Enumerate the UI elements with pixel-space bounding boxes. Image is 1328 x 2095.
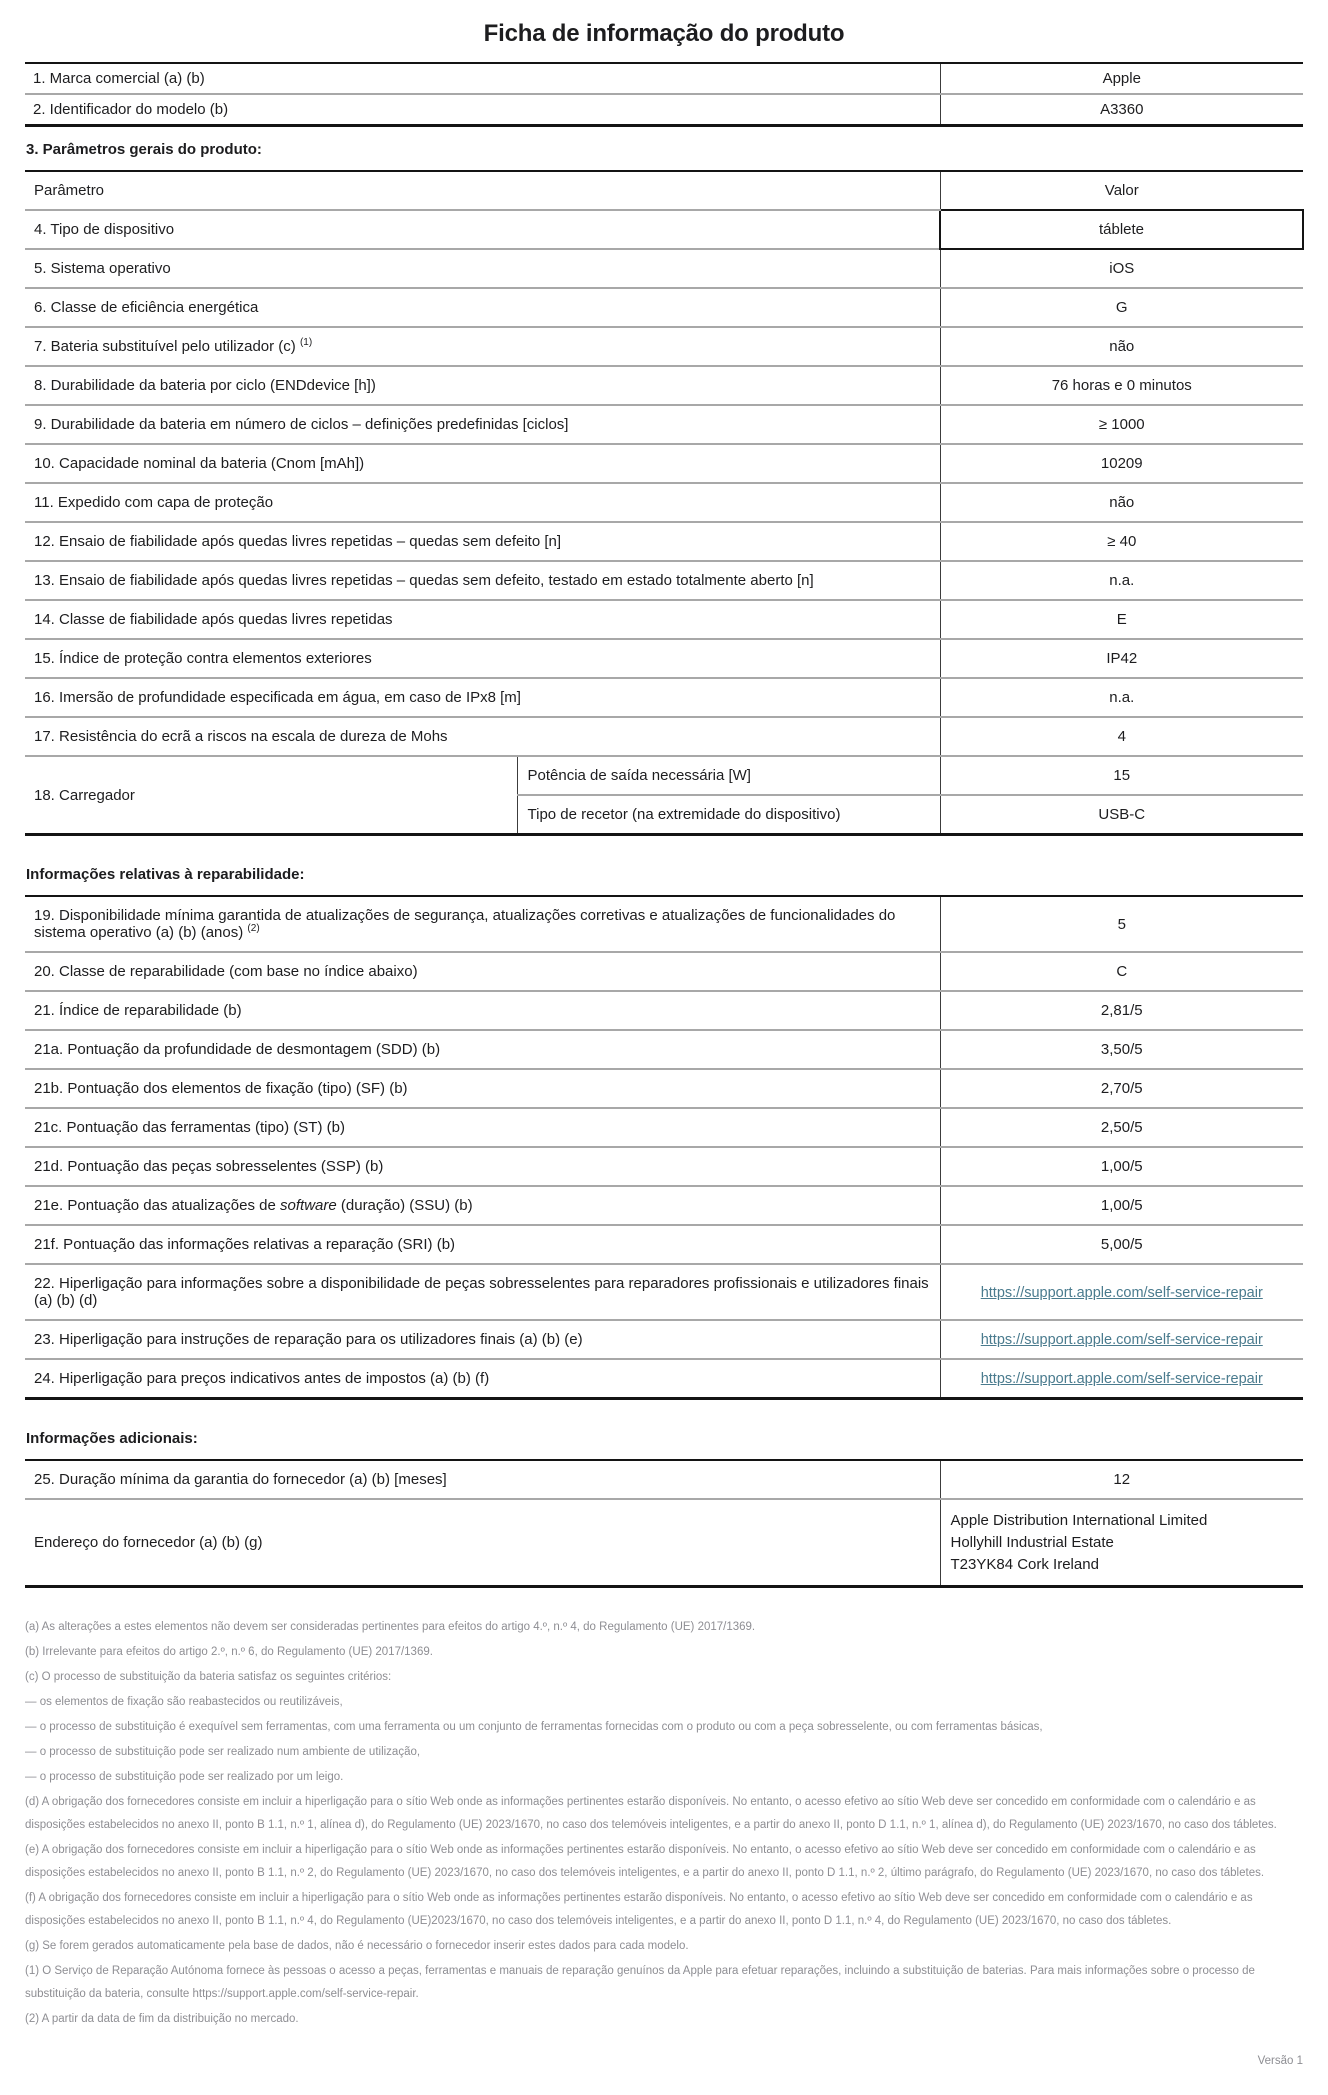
footnote: (2) A partir da data de fim da distribuição no mercado. xyxy=(25,2013,299,2026)
param-value: 76 horas e 0 minutos xyxy=(940,366,1303,405)
param-label xyxy=(25,1186,940,1225)
footnote: — o processo de substituição é exequível sem ferramentas, com uma ferramenta ou um conjunto de ferramentas fornecidas com o produto ou com a peça sobresselente, ou com ferramentas básicas, xyxy=(25,1721,1043,1734)
param-value: E xyxy=(940,600,1303,639)
table-row xyxy=(25,1499,1303,1587)
param-value: não xyxy=(940,483,1303,522)
footnote: (b) Irrelevante para efeitos do artigo 2.º, n.º 6, do Regulamento (UE) 2017/1369. xyxy=(25,1646,433,1659)
param-value: Apple xyxy=(940,63,1303,94)
param-label: 21. Índice de reparabilidade (b) xyxy=(25,991,940,1030)
table-row xyxy=(25,952,1303,991)
address-line: Hollyhill Industrial Estate xyxy=(950,1533,1114,1551)
param-label-text: (duração) (SSU) (b) xyxy=(336,1197,473,1214)
param-label-text: 21e. Pontuação das atualizações de xyxy=(34,1197,281,1214)
footnote: (e) A obrigação dos fornecedores consiste em incluir a hiperligação para o sítio Web onde as informações pertinentes estarão disponíveis. No entanto, o acesso efetivo ao sítio Web deve ser concedido em conformidade com o calendário e as disposições estabelecidos no anexo II, ponto B 1.1, n.º 2, do Regulamento (UE) 2023/1670, no caso dos telemóveis inteligentes, e a partir do anexo II, ponto D 1.1, n.º 2, último parágrafo, do Regulamento (UE) 2023/1670, no caso dos tábletes. xyxy=(25,1844,1265,1880)
param-label xyxy=(25,896,940,952)
footnote: (g) Se forem gerados automaticamente pela base de dados, não é necessário o fornecedor inserir estes dados para cada modelo. xyxy=(25,1940,689,1953)
table-row xyxy=(25,678,1303,717)
general-parameters-table xyxy=(25,170,1304,836)
param-value: n.a. xyxy=(940,678,1303,717)
table-row xyxy=(25,1030,1303,1069)
param-label: 10. Capacidade nominal da bateria (Cnom [mAh]) xyxy=(25,444,940,483)
column-header-value: Valor xyxy=(940,171,1303,210)
param-label: 12. Ensaio de fiabilidade após quedas livres repetidas – quedas sem defeito [n] xyxy=(25,522,940,561)
supplier-address xyxy=(940,1499,1303,1587)
param-value: 2,81/5 xyxy=(940,991,1303,1030)
table-row xyxy=(25,522,1303,561)
table-row xyxy=(25,1069,1303,1108)
param-value: G xyxy=(940,288,1303,327)
param-label: 11. Expedido com capa de proteção xyxy=(25,483,940,522)
table-row xyxy=(25,1147,1303,1186)
id-table xyxy=(25,62,1303,127)
param-value: 2,50/5 xyxy=(940,1108,1303,1147)
param-label xyxy=(25,327,940,366)
param-value: iOS xyxy=(940,249,1303,288)
param-value: n.a. xyxy=(940,561,1303,600)
footnotes xyxy=(25,1616,1303,2031)
table-row xyxy=(25,405,1303,444)
table-row xyxy=(25,366,1303,405)
charger-sub-value: 15 xyxy=(940,756,1303,795)
param-label: 6. Classe de eficiência energética xyxy=(25,288,940,327)
table-row xyxy=(25,717,1303,756)
param-value: A3360 xyxy=(940,94,1303,126)
param-value: 10209 xyxy=(940,444,1303,483)
table-row xyxy=(25,1359,1303,1399)
param-value xyxy=(940,1359,1303,1399)
highlighted-value-cell: táblete xyxy=(940,210,1303,249)
footnote: — o processo de substituição pode ser realizado num ambiente de utilização, xyxy=(25,1746,421,1759)
param-value: 12 xyxy=(940,1460,1303,1499)
param-label: 4. Tipo de dispositivo xyxy=(25,210,940,249)
table-row xyxy=(25,1264,1303,1320)
param-label: 14. Classe de fiabilidade após quedas livres repetidas xyxy=(25,600,940,639)
charger-sub-label: Tipo de recetor (na extremidade do dispositivo) xyxy=(517,795,940,835)
additional-info-table xyxy=(25,1459,1303,1588)
section-heading-additional: Informações adicionais: xyxy=(26,1430,198,1447)
support-link[interactable]: https://support.apple.com/self-service-repair xyxy=(980,1332,1263,1348)
table-row xyxy=(25,483,1303,522)
table-row xyxy=(25,1320,1303,1359)
param-label: 17. Resistência do ecrã a riscos na escala de dureza de Mohs xyxy=(25,717,940,756)
table-row xyxy=(25,1225,1303,1264)
table-row xyxy=(25,327,1303,366)
address-line: Apple Distribution International Limited xyxy=(950,1512,1208,1529)
param-label: Endereço do fornecedor (a) (b) (g) xyxy=(25,1499,940,1587)
address-line: T23YK84 Cork Ireland xyxy=(950,1555,1099,1573)
param-label: 23. Hiperligação para instruções de reparação para os utilizadores finais (a) (b) (e) xyxy=(25,1320,940,1359)
param-label: 8. Durabilidade da bateria por ciclo (ENDdevice [h]) xyxy=(25,366,940,405)
param-value: 5,00/5 xyxy=(940,1225,1303,1264)
param-label: 2. Identificador do modelo (b) xyxy=(25,94,940,126)
table-row xyxy=(25,94,1303,126)
param-label-text: 19. Disponibilidade mínima garantida de atualizações de segurança, atualizações corretivas e atualizações de funcionalidades do sistema operativo (a) (b) (anos) xyxy=(34,907,896,941)
param-label: 21f. Pontuação das informações relativas a reparação (SRI) (b) xyxy=(25,1225,940,1264)
param-value: 4 xyxy=(940,717,1303,756)
support-link[interactable]: https://support.apple.com/self-service-repair xyxy=(980,1371,1263,1387)
section-heading-repairability: Informações relativas à reparabilidade: xyxy=(26,866,305,883)
param-value: 1,00/5 xyxy=(940,1147,1303,1186)
param-label: 5. Sistema operativo xyxy=(25,249,940,288)
table-row xyxy=(25,561,1303,600)
repairability-table xyxy=(25,895,1303,1400)
param-label: 9. Durabilidade da bateria em número de ciclos – definições predefinidas [ciclos] xyxy=(25,405,940,444)
param-value: 2,70/5 xyxy=(940,1069,1303,1108)
param-value: ≥ 40 xyxy=(940,522,1303,561)
table-row xyxy=(25,1186,1303,1225)
footnote: (f) A obrigação dos fornecedores consiste em incluir a hiperligação para o sítio Web onde as informações pertinentes estarão disponíveis. No entanto, o acesso efetivo ao sítio Web deve ser concedido em conformidade com o calendário e as disposições estabelecidos no anexo II, ponto B 1.1, n.º 4, do Regulamento (UE)2023/1670, no caso dos telemóveis inteligentes, e a partir do anexo II, ponto D 1.1, n.º 4, do Regulamento (UE) 2023/1670, no caso dos tábletes. xyxy=(25,1892,1253,1928)
table-row xyxy=(25,63,1303,94)
table-row xyxy=(25,288,1303,327)
support-link[interactable]: https://support.apple.com/self-service-repair xyxy=(980,1284,1263,1301)
param-label: 18. Carregador xyxy=(25,756,517,835)
footnote-marker: (1) xyxy=(299,337,313,348)
charger-sub-value: USB-C xyxy=(940,795,1303,835)
table-row xyxy=(25,444,1303,483)
charger-sub-label: Potência de saída necessária [W] xyxy=(517,756,940,795)
param-label: 25. Duração mínima da garantia do fornecedor (a) (b) [meses] xyxy=(34,1471,447,1488)
param-value: não xyxy=(940,327,1303,366)
footnote: (d) A obrigação dos fornecedores consiste em incluir a hiperligação para o sítio Web onde as informações pertinentes estarão disponíveis. No entanto, o acesso efetivo ao sítio Web deve ser concedido em conformidade com o calendário e as disposições estabelecidos no anexo II, ponto B 1.1, n.º 1, alínea d), do Regulamento (UE) 2023/1670, no caso dos telemóveis inteligentes, e a partir do anexo II, ponto D 1.1, n.º 1, alínea d), do Regulamento (UE) 2023/1670, no caso dos tábletes. xyxy=(25,1796,1277,1832)
param-label: 22. Hiperligação para informações sobre a disponibilidade de peças sobresselentes para reparadores profissionais e utilizadores finais (a) (b) (d) xyxy=(25,1264,940,1320)
param-label: 16. Imersão de profundidade especificada em água, em caso de IPx8 [m] xyxy=(25,678,940,717)
param-label: 24. Hiperligação para preços indicativos antes de impostos (a) (b) (f) xyxy=(25,1359,940,1399)
table-row xyxy=(25,991,1303,1030)
page-title: Ficha de informação do produto xyxy=(483,20,845,47)
table-row xyxy=(25,249,1303,288)
param-value: 3,50/5 xyxy=(940,1030,1303,1069)
table-header-row xyxy=(25,171,1303,210)
param-label: 1. Marca comercial (a) (b) xyxy=(33,70,205,87)
table-row xyxy=(25,1108,1303,1147)
param-value: 1,00/5 xyxy=(940,1186,1303,1225)
version-label: Versão 1 xyxy=(1257,2055,1303,2068)
param-value: ≥ 1000 xyxy=(940,405,1303,444)
param-label: 21b. Pontuação dos elementos de fixação (tipo) (SF) (b) xyxy=(25,1069,940,1108)
charger-row xyxy=(25,756,1303,795)
param-label-text: 7. Bateria substituível pelo utilizador (c) xyxy=(34,338,296,355)
table-row xyxy=(25,639,1303,678)
table-row xyxy=(25,210,1303,249)
footnote-marker: (2) xyxy=(247,923,260,934)
param-value: C xyxy=(940,952,1303,991)
param-label: 15. Índice de proteção contra elementos exteriores xyxy=(25,639,940,678)
param-label: 21c. Pontuação das ferramentas (tipo) (ST) (b) xyxy=(25,1108,940,1147)
param-label: 13. Ensaio de fiabilidade após quedas livres repetidas – quedas sem defeito, testado em estado totalmente aberto [n] xyxy=(25,561,940,600)
footnote: (1) O Serviço de Reparação Autónoma fornece às pessoas o acesso a peças, ferramentas e manuais de reparação genuínos da Apple para efetuar reparações, incluindo a substituição de baterias. Para mais informações sobre o processo de substituição da bateria, consulte https://support.apple.com/self-service-repair. xyxy=(25,1965,1255,2001)
footnote: (c) O processo de substituição da bateria satisfaz os seguintes critérios: xyxy=(25,1671,392,1684)
footnote: — o processo de substituição pode ser realizado por um leigo. xyxy=(25,1771,344,1784)
param-value: IP42 xyxy=(940,639,1303,678)
table-row xyxy=(25,896,1303,952)
param-label: 21d. Pontuação das peças sobresselentes (SSP) (b) xyxy=(25,1147,940,1186)
table-row xyxy=(25,600,1303,639)
param-label: 20. Classe de reparabilidade (com base no índice abaixo) xyxy=(25,952,940,991)
footnote: — os elementos de fixação são reabastecidos ou reutilizáveis, xyxy=(25,1696,343,1709)
param-value xyxy=(940,1320,1303,1359)
table-row xyxy=(25,1460,1303,1499)
param-value xyxy=(940,1264,1303,1320)
column-header-param: Parâmetro xyxy=(34,182,105,199)
param-label-italic: software xyxy=(280,1197,337,1214)
section-heading-general: 3. Parâmetros gerais do produto: xyxy=(26,141,262,158)
footnote: (a) As alterações a estes elementos não devem ser consideradas pertinentes para efeitos do artigo 4.º, n.º 4, do Regulamento (UE) 2017/1369. xyxy=(25,1621,756,1634)
param-value: 5 xyxy=(940,896,1303,952)
param-label: 21a. Pontuação da profundidade de desmontagem (SDD) (b) xyxy=(25,1030,940,1069)
